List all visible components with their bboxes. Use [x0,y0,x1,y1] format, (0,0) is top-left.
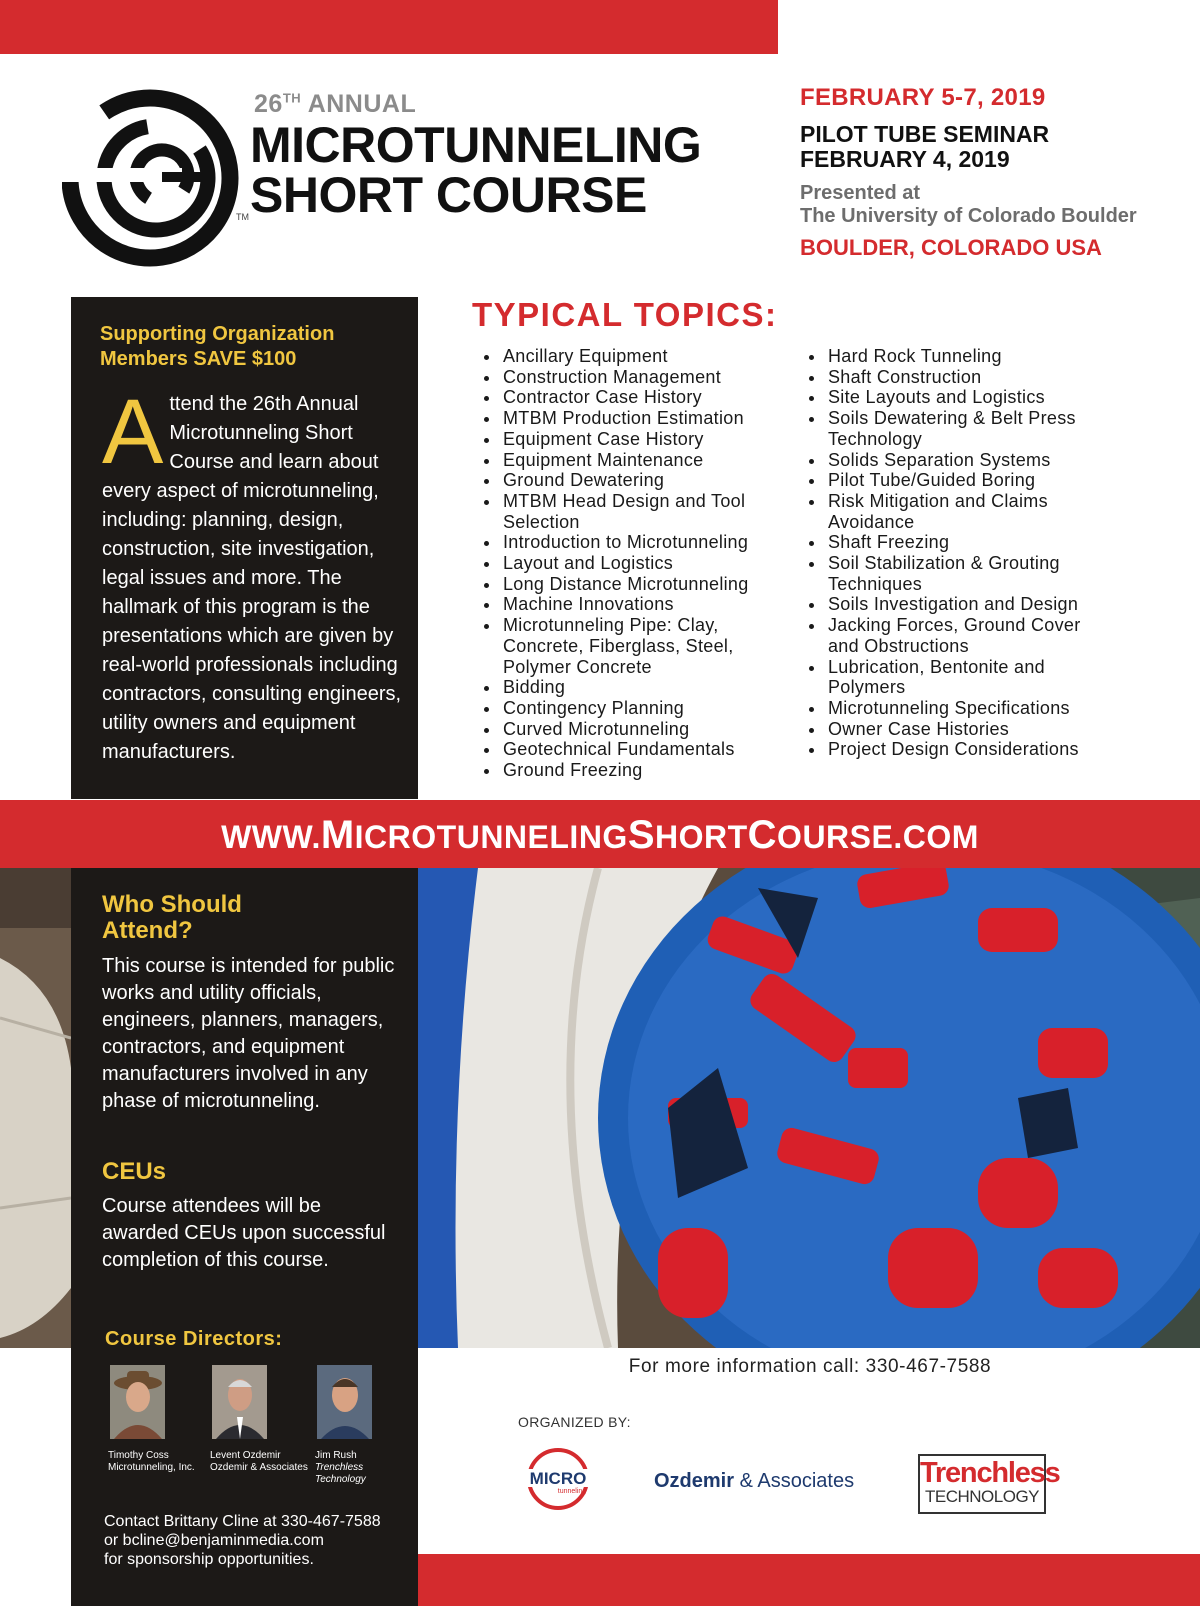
director-name-3: Jim Rush Trenchless Technology [315,1450,366,1485]
topic-item: • Soil Stabilization & Grouting Techniques [826,553,1108,594]
director-card [108,1365,208,1474]
top-red-bar [0,0,778,54]
topic-item: • Owner Case Histories [826,719,1108,740]
topics-heading: TYPICAL TOPICS: [472,296,778,333]
topic-item: • Construction Management [501,367,793,388]
organized-by-label: ORGANIZED BY: [518,1414,631,1430]
topic-item: • Bidding [501,677,793,698]
topic-item: • Layout and Logistics [501,553,793,574]
topic-item: • Soils Investigation and Design [826,594,1108,615]
topic-item: • Introduction to Microtunneling [501,532,793,553]
topic-item: • Machine Innovations [501,594,793,615]
pipe-photo-left [0,868,71,1348]
pilot-tube-seminar: PILOT TUBE SEMINAR FEBRUARY 4, 2019 [800,121,1050,172]
topic-item: • Risk Mitigation and Claims Avoidance [826,491,1108,532]
director-photo-jim-rush [317,1365,372,1439]
svg-text:MICRO: MICRO [529,1469,587,1488]
topic-item: • Microtunneling Pipe: Clay, Concrete, Fiberglass, Steel, Polymer Concrete [501,615,793,677]
topic-item: • Microtunneling Specifications [826,698,1108,719]
page-title: MICROTUNNELING SHORT COURSE [250,117,702,223]
event-location: BOULDER, COLORADO USA [800,235,1102,260]
course-directors-heading: Course Directors: [105,1328,283,1350]
topics-column-1 [473,346,793,781]
bottom-red-bar [418,1554,1200,1606]
svg-text:tunneling: tunneling [557,1488,587,1495]
info-phone-line: For more information call: 330-467-7588 [628,1356,992,1377]
microtunnel-machine-photo [418,868,1200,1348]
spiral-logo-icon [62,88,242,268]
topic-item: • Hard Rock Tunneling [826,346,1108,367]
topic-item: • MTBM Production Estimation [501,408,793,429]
presented-at: Presented at The University of Colorado Boulder [800,182,1137,227]
topic-item: • Shaft Construction [826,367,1108,388]
topic-item: • Pilot Tube/Guided Boring [826,470,1108,491]
topic-item: • Geotechnical Fundamentals [501,739,793,760]
topic-item: • Project Design Considerations [826,739,1108,760]
ozdemir-associates-logo: Ozdemir & Associates [654,1470,855,1492]
event-dates: FEBRUARY 5-7, 2019 [800,84,1046,111]
intro-paragraph: Attend the 26th Annual Microtunneling Short Course and learn about every aspect of microtunneling, including: planning, design, construction, site investigation, legal issues and more. The hallmark of this program is the presentations which are given by real-world professionals including contractors, consulting engineers, utility owners and equipment manufacturers. [102,381,402,763]
topic-item: • Jacking Forces, Ground Cover and Obstructions [826,615,1108,656]
director-photo-timothy-coss [110,1365,165,1439]
who-should-attend-text: This course is intended for public works and utility officials, engineers, planners, managers, contractors, and equipment manufacturers involved in any phase of microtunneling. [102,955,395,1112]
director-name-1: Timothy Coss Microtunneling, Inc. [108,1450,195,1473]
annual-label: 26TH ANNUAL [254,90,417,118]
topic-item: • MTBM Head Design and Tool Selection [501,491,793,532]
topic-item: • Shaft Freezing [826,532,1108,553]
topic-item: • Equipment Maintenance [501,450,793,471]
topic-item: • Curved Microtunneling [501,719,793,740]
director-photo-levent-ozdemir [212,1365,267,1439]
trademark-mark: TM [236,212,249,222]
event-info [800,84,1190,261]
topic-item: • Ground Dewatering [501,470,793,491]
topic-item: • Solids Separation Systems [826,450,1108,471]
topic-item: • Contractor Case History [501,387,793,408]
website-link[interactable] [0,800,1200,868]
website-url[interactable]: WWW.MICROTUNNELINGSHORTCOURSE.COM [221,813,979,857]
director-name-2: Levent Ozdemir Ozdemir & Associates [210,1450,308,1473]
topic-item: • Lubrication, Bentonite and Polymers [826,657,1108,698]
topic-item: • Long Distance Microtunneling [501,574,793,595]
director-card [315,1365,415,1486]
sponsorship-contact: Contact Brittany Cline at 330-467-7588 or bcline@benjaminmedia.com for sponsorship opportunities. [104,1512,414,1569]
topics-column-2 [798,346,1108,760]
ceus-text: Course attendees will be awarded CEUs upon successful completion of this course. [102,1195,386,1271]
member-discount-text: Supporting Organization Members SAVE $100 [100,323,335,370]
topic-item: • Ancillary Equipment [501,346,793,367]
topic-item: • Equipment Case History [501,429,793,450]
director-card [210,1365,310,1474]
topic-item: • Soils Dewatering & Belt Press Technology [826,408,1108,449]
topic-item: • Site Layouts and Logistics [826,387,1108,408]
contact-email-link[interactable]: or bcline@benjaminmedia.com [104,1532,324,1549]
trenchless-technology-logo: Trenchless TECHNOLOGY [918,1454,1046,1514]
drop-cap: A [102,381,164,483]
microtunneling-inc-logo [520,1447,596,1511]
who-should-attend-heading: Who Should Attend? [102,891,242,944]
topic-item: • Contingency Planning [501,698,793,719]
ceus-heading: CEUs [102,1158,167,1185]
topic-item: • Ground Freezing [501,760,793,781]
